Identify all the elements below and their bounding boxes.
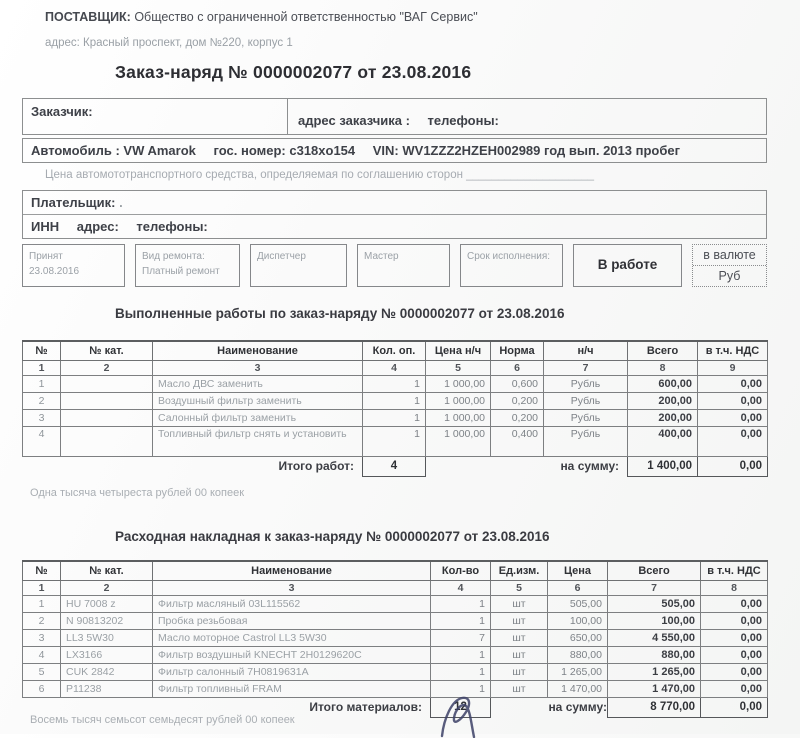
colnum: 6 xyxy=(491,360,544,375)
works-total-qty: 4 xyxy=(363,456,426,476)
cell-name: Воздушный фильтр заменить xyxy=(153,392,363,409)
cell-unit: шт xyxy=(491,595,548,612)
cell-no: 3 xyxy=(23,409,61,426)
plate-label: гос. номер: xyxy=(213,143,286,158)
works-total-label: Итого работ: xyxy=(278,459,354,474)
cell-price: 1 000,00 xyxy=(426,409,491,426)
cell-total: 1 470,00 xyxy=(608,680,701,697)
colnum: 1 xyxy=(23,360,61,375)
cell-total: 100,00 xyxy=(608,612,701,629)
cell-vat: 0,00 xyxy=(698,392,768,409)
accepted-box xyxy=(22,244,125,287)
page-title: Заказ-наряд № 0000002077 от 23.08.2016 xyxy=(115,62,472,82)
colnum: 8 xyxy=(701,580,768,595)
payer-label: Плательщик: xyxy=(31,195,116,210)
repair-type-box xyxy=(135,244,240,287)
works-colnum-row xyxy=(23,360,768,375)
colnum: 7 xyxy=(544,360,628,375)
cell-cat xyxy=(61,392,153,409)
cell-no: 1 xyxy=(23,595,61,612)
currency-label: в валюте xyxy=(693,245,766,266)
cell-no: 3 xyxy=(23,629,61,646)
cell-qty: 1 xyxy=(363,392,426,409)
cell-total: 600,00 xyxy=(628,375,698,392)
supplier-block xyxy=(45,8,505,53)
cell-qty: 1 xyxy=(363,409,426,426)
cell-name: Фильтр салонный 7H0819631A xyxy=(153,663,431,680)
cell-name: Пробка резьбовая xyxy=(153,612,431,629)
master-label: Мастер xyxy=(364,251,399,262)
cell-vat: 0,00 xyxy=(698,375,768,392)
cell-vat: 0,00 xyxy=(701,612,768,629)
payer-details-field xyxy=(23,214,766,238)
materials-title: Расходная накладная к заказ-наряду № 0000002077 от 23.08.2016 xyxy=(115,529,550,544)
works-row xyxy=(23,375,768,392)
plate-value: c318xo154 xyxy=(289,143,356,158)
cell-total: 400,00 xyxy=(628,426,698,456)
cell-qty: 1 xyxy=(363,375,426,392)
mileage-label: пробег xyxy=(635,143,681,158)
cell-cat: HU 7008 z xyxy=(61,595,153,612)
cell-vat: 0,00 xyxy=(701,595,768,612)
cell-unit: шт xyxy=(491,680,548,697)
vehicle-model: VW Amarok xyxy=(123,143,196,158)
cell-cat: LX3166 xyxy=(61,646,153,663)
customer-phones-label: телефоны: xyxy=(427,113,499,128)
cell-cat xyxy=(61,409,153,426)
cell-price: 1 265,00 xyxy=(548,663,608,680)
works-col-qty: Кол. оп. xyxy=(363,341,426,360)
works-col-price: Цена н/ч xyxy=(426,341,491,360)
cell-no: 5 xyxy=(23,663,61,680)
colnum: 3 xyxy=(153,580,431,595)
cell-name: Масло ДВС заменить xyxy=(153,375,363,392)
cell-no: 4 xyxy=(23,426,61,456)
materials-row xyxy=(23,680,768,697)
currency-value: Руб xyxy=(718,268,741,283)
cell-price: 1 000,00 xyxy=(426,375,491,392)
colnum: 5 xyxy=(491,580,548,595)
supplier-address: адрес: Красный проспект, дом №220, корпус 1 xyxy=(45,37,293,50)
accepted-label: Принят xyxy=(29,251,63,262)
works-table xyxy=(22,340,768,477)
payer-address-label: адрес: xyxy=(76,219,119,234)
mat-col-qty: Кол-во xyxy=(431,561,491,580)
cell-cat: CUK 2842 xyxy=(61,663,153,680)
colnum: 4 xyxy=(431,580,491,595)
works-header-row xyxy=(23,341,768,360)
cell-no: 6 xyxy=(23,680,61,697)
works-total-vat: 0,00 xyxy=(698,456,768,476)
materials-row xyxy=(23,612,768,629)
materials-row xyxy=(23,629,768,646)
vin-label: VIN: xyxy=(372,143,399,158)
year-value: 2013 xyxy=(603,143,632,158)
materials-header-row xyxy=(23,561,768,580)
cell-cat: P11238 xyxy=(61,680,153,697)
vin-value: WV1ZZZ2HZEH002989 xyxy=(402,143,541,158)
materials-row xyxy=(23,595,768,612)
works-row xyxy=(23,409,768,426)
works-col-cat: № кат. xyxy=(61,341,153,360)
cell-price: 505,00 xyxy=(548,595,608,612)
materials-sum-label: на сумму: xyxy=(548,700,607,715)
colnum: 8 xyxy=(628,360,698,375)
materials-colnum-row xyxy=(23,580,768,595)
vehicle-label: Автомобиль : xyxy=(31,143,120,158)
cell-nh: Рубль xyxy=(544,375,628,392)
master-box xyxy=(357,244,450,287)
cell-price: 1 000,00 xyxy=(426,392,491,409)
dispatcher-label: Диспетчер xyxy=(257,251,306,262)
cell-vat: 0,00 xyxy=(698,409,768,426)
cell-unit: шт xyxy=(491,646,548,663)
colnum: 2 xyxy=(61,360,153,375)
mat-col-price: Цена xyxy=(548,561,608,580)
cell-vat: 0,00 xyxy=(701,646,768,663)
works-title: Выполненные работы по заказ-наряду № 0000002077 от 23.08.2016 xyxy=(115,306,565,321)
cell-total: 880,00 xyxy=(608,646,701,663)
cell-unit: шт xyxy=(491,612,548,629)
deadline-label: Срок исполнения: xyxy=(467,251,551,262)
works-col-no: № xyxy=(23,341,61,360)
cell-cat xyxy=(61,426,153,456)
status-row xyxy=(22,244,767,287)
customer-block xyxy=(22,98,767,163)
cell-qty: 1 xyxy=(363,426,426,456)
works-sum-label: на сумму: xyxy=(560,459,619,474)
deadline-box xyxy=(460,244,563,287)
colnum: 6 xyxy=(548,580,608,595)
price-agreement-line: Цена автомототранспортного средства, определяемая по соглашению сторон ____________________ xyxy=(45,169,595,181)
works-col-nh: н/ч xyxy=(544,341,628,360)
cell-qty: 1 xyxy=(431,680,491,697)
cell-price: 1 000,00 xyxy=(426,426,491,456)
payer-value: . xyxy=(119,195,123,210)
cell-no: 2 xyxy=(23,612,61,629)
colnum: 9 xyxy=(698,360,768,375)
cell-norm: 0,600 xyxy=(491,375,544,392)
cell-no: 4 xyxy=(23,646,61,663)
works-amount-words: Одна тысяча четыреста рублей 00 копеек xyxy=(30,487,245,499)
works-total-sum: 1 400,00 xyxy=(628,456,698,476)
repair-type-value: Платный ремонт xyxy=(142,266,220,277)
colnum: 5 xyxy=(426,360,491,375)
materials-total-qty: 12 xyxy=(431,697,491,717)
cell-total: 200,00 xyxy=(628,409,698,426)
mat-col-cat: № кат. xyxy=(61,561,153,580)
cell-qty: 1 xyxy=(431,646,491,663)
cell-nh: Рубль xyxy=(544,426,628,456)
inn-label: ИНН xyxy=(31,219,60,234)
cell-qty: 1 xyxy=(431,663,491,680)
cell-qty: 1 xyxy=(431,612,491,629)
works-col-norm: Норма xyxy=(491,341,544,360)
works-row xyxy=(23,392,768,409)
cell-vat: 0,00 xyxy=(698,426,768,456)
mat-col-unit: Ед.изм. xyxy=(491,561,548,580)
mat-col-no: № xyxy=(23,561,61,580)
cell-name: Топливный фильтр снять и установить xyxy=(153,426,363,456)
cell-name: Масло моторное Castrol LL3 5W30 xyxy=(153,629,431,646)
cell-name: Фильтр масляный 03L115562 xyxy=(153,595,431,612)
colnum: 1 xyxy=(23,580,61,595)
repair-type-label: Вид ремонта: xyxy=(142,251,205,262)
currency-box xyxy=(692,244,767,287)
mat-col-name: Наименование xyxy=(153,561,431,580)
cell-cat: N 90813202 xyxy=(61,612,153,629)
mat-col-vat: в т.ч. НДС xyxy=(701,561,768,580)
vehicle-field xyxy=(22,138,767,163)
cell-qty: 7 xyxy=(431,629,491,646)
status-badge: В работе xyxy=(573,244,682,287)
materials-total-vat: 0,00 xyxy=(701,697,768,717)
payer-phones-label: телефоны: xyxy=(136,219,208,234)
colnum: 3 xyxy=(153,360,363,375)
cell-total: 4 550,00 xyxy=(608,629,701,646)
payer-block xyxy=(22,190,767,239)
dispatcher-box xyxy=(250,244,347,287)
materials-row xyxy=(23,663,768,680)
colnum: 7 xyxy=(608,580,701,595)
cell-norm: 0,400 xyxy=(491,426,544,456)
customer-field: Заказчик: xyxy=(22,98,288,135)
materials-row xyxy=(23,646,768,663)
cell-nh: Рубль xyxy=(544,409,628,426)
cell-name: Салонный фильтр заменить xyxy=(153,409,363,426)
works-totals-row xyxy=(23,456,768,476)
cell-total: 505,00 xyxy=(608,595,701,612)
customer-address-label: адрес заказчика : xyxy=(298,113,410,128)
cell-unit: шт xyxy=(491,663,548,680)
cell-vat: 0,00 xyxy=(701,629,768,646)
year-label: год вып. xyxy=(544,143,600,158)
cell-qty: 1 xyxy=(431,595,491,612)
works-row xyxy=(23,426,768,456)
accepted-date: 23.08.2016 xyxy=(29,266,80,277)
supplier-name: Общество с ограниченной ответственностью "ВАГ Сервис" xyxy=(134,10,478,24)
cell-nh: Рубль xyxy=(544,392,628,409)
cell-price: 880,00 xyxy=(548,646,608,663)
cell-cat: LL3 5W30 xyxy=(61,629,153,646)
materials-amount-words: Восемь тысяч семьсот семьдесят рублей 00 копеек xyxy=(30,714,295,726)
cell-total: 200,00 xyxy=(628,392,698,409)
works-col-name: Наименование xyxy=(153,341,363,360)
cell-vat: 0,00 xyxy=(701,680,768,697)
works-col-total: Всего xyxy=(628,341,698,360)
cell-price: 100,00 xyxy=(548,612,608,629)
cell-norm: 0,200 xyxy=(491,392,544,409)
cell-no: 1 xyxy=(23,375,61,392)
customer-address-field xyxy=(288,98,767,135)
cell-name: Фильтр топливный FRAM xyxy=(153,680,431,697)
signature-scribble xyxy=(438,696,516,738)
supplier-label: ПОСТАВЩИК: xyxy=(45,10,131,24)
cell-unit: шт xyxy=(491,629,548,646)
materials-total-label: Итого материалов: xyxy=(309,700,422,715)
cell-price: 1 470,00 xyxy=(548,680,608,697)
works-col-vat: в т.ч. НДС xyxy=(698,341,768,360)
materials-total-sum: 8 770,00 xyxy=(608,697,701,717)
cell-name: Фильтр воздушный KNECHT 2H0129620C xyxy=(153,646,431,663)
cell-total: 1 265,00 xyxy=(608,663,701,680)
materials-table xyxy=(22,560,768,718)
cell-no: 2 xyxy=(23,392,61,409)
cell-cat xyxy=(61,375,153,392)
colnum: 4 xyxy=(363,360,426,375)
payer-field xyxy=(23,191,766,214)
mat-col-total: Всего xyxy=(608,561,701,580)
cell-price: 650,00 xyxy=(548,629,608,646)
colnum: 2 xyxy=(61,580,153,595)
cell-vat: 0,00 xyxy=(701,663,768,680)
cell-norm: 0,200 xyxy=(491,409,544,426)
